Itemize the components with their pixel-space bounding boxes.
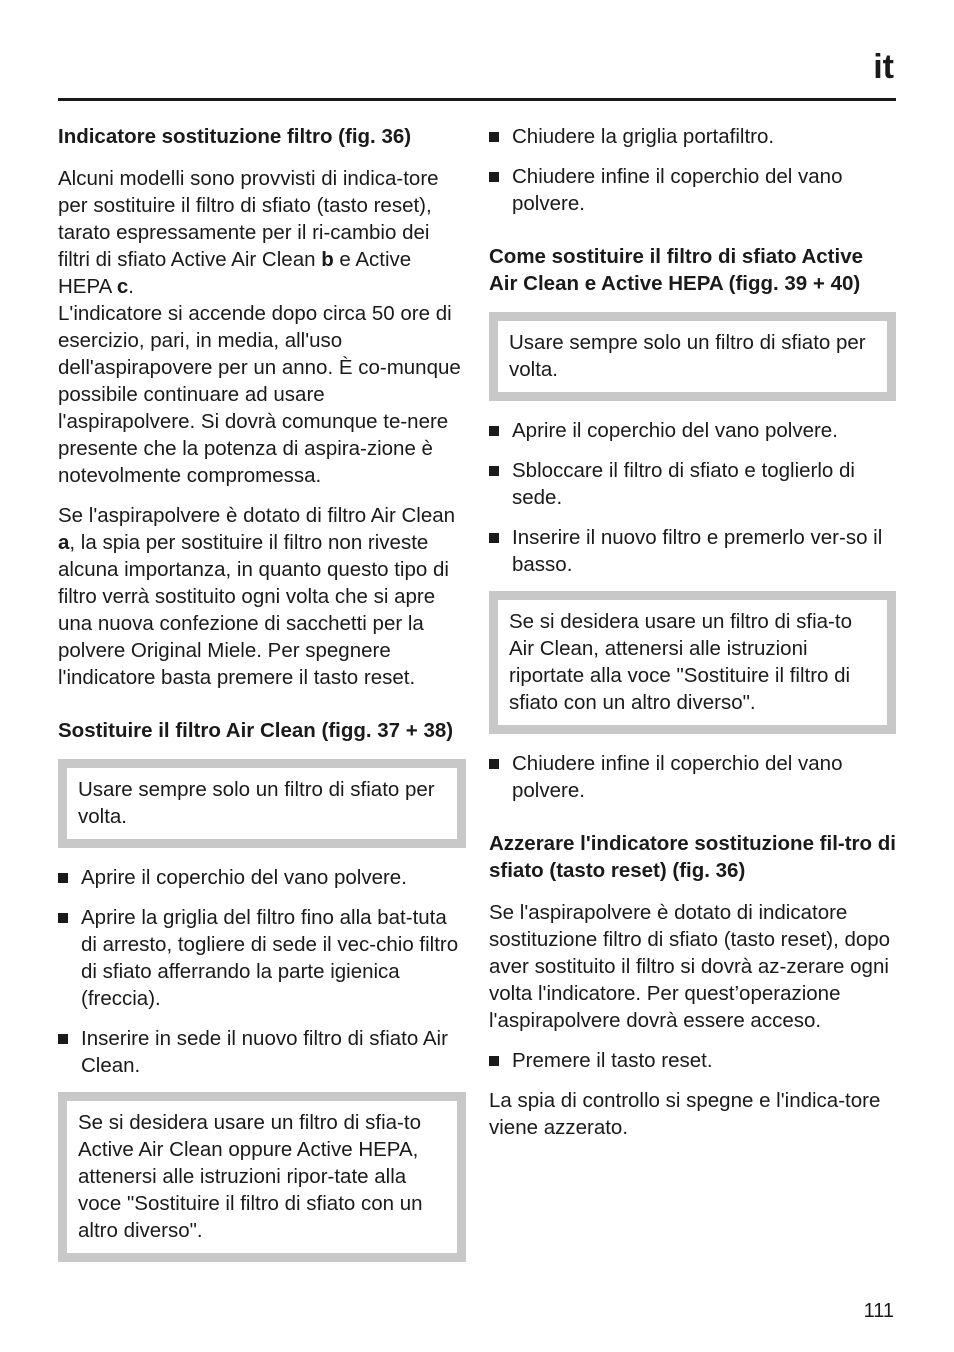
bullet-square-icon <box>489 1056 499 1066</box>
note-box: Se si desidera usare un filtro di sfia-to Active Air Clean oppure Active HEPA, attenersi alle istruzioni ripor-tate alla voce "Sostituire il filtro di sfiato con un altro diverso". <box>58 1092 466 1262</box>
heading-filter-indicator: Indicatore sostituzione filtro (fig. 36) <box>58 125 412 148</box>
list-item <box>489 163 896 217</box>
bullet-square-icon <box>489 466 499 476</box>
list-item-text: Inserire in sede il nuovo filtro di sfiato Air Clean. <box>81 1027 448 1077</box>
bullet-square-icon <box>58 913 68 923</box>
list-item-text: Aprire la griglia del filtro fino alla bat-tuta di arresto, togliere di sede il vec-chio filtro di sfiato afferrando la parte igienica (freccia). <box>81 906 459 1010</box>
note-box: Usare sempre solo un filtro di sfiato per volta. <box>489 312 896 401</box>
text-span: L'indicatore si accende dopo circa 50 ore di esercizio, pari, in media, all'uso dell'aspirapovere per un anno. È co-munque possibile continuare ad usare l'aspirapolvere. Si dovrà comunque te-nere presente che la potenza di aspira-zione è notevolmente compromessa. <box>58 302 461 487</box>
list-item <box>489 123 896 150</box>
text-span: . <box>128 275 134 298</box>
list-item-text: Inserire il nuovo filtro e premerlo ver-so il basso. <box>512 526 883 576</box>
paragraph-indicator-intro <box>58 165 466 489</box>
text-span: e Active HEPA <box>58 248 412 298</box>
list-item <box>489 524 896 578</box>
bullet-square-icon <box>489 132 499 142</box>
paragraph-reset: Se l'aspirapolvere è dotato di indicatore sostituzione filtro di sfiato (tasto reset), dopo aver sostituito il filtro si dovrà az-zerare ogni volta l'indicatore. Per quest’operazione l'aspirapolvere dovrà essere acceso. <box>489 901 891 1032</box>
note-box: Usare sempre solo un filtro di sfiato per volta. <box>58 759 466 848</box>
label-c: c <box>116 275 129 298</box>
bullet-square-icon <box>489 533 499 543</box>
bullet-square-icon <box>489 426 499 436</box>
list-item <box>58 904 466 1012</box>
bullet-list <box>489 123 896 217</box>
bullet-square-icon <box>489 172 499 182</box>
bullet-square-icon <box>58 873 68 883</box>
page-number: 111 <box>863 1300 894 1322</box>
list-item-text: Chiudere infine il coperchio del vano polvere. <box>512 752 843 802</box>
text-span: Se l'aspirapolvere è dotato di filtro Air Clean <box>58 504 456 527</box>
list-item <box>489 1047 896 1074</box>
bullet-list <box>58 864 466 1079</box>
bullet-list <box>489 750 896 804</box>
list-item-text: Aprire il coperchio del vano polvere. <box>512 419 838 442</box>
list-item <box>489 417 896 444</box>
list-item-text: Aprire il coperchio del vano polvere. <box>81 866 407 889</box>
bullet-square-icon <box>58 1034 68 1044</box>
header-rule <box>58 98 896 101</box>
label-a: a <box>58 531 70 554</box>
heading-replace-air-clean: Sostituire il filtro Air Clean (figg. 37 + 38) <box>58 719 454 742</box>
bullet-square-icon <box>489 759 499 769</box>
bullet-list <box>489 1047 896 1074</box>
note-box: Se si desidera usare un filtro di sfia-to Air Clean, attenersi alle istruzioni riportate alla voce "Sostituire il filtro di sfiato con un altro diverso". <box>489 591 896 734</box>
paragraph-air-clean <box>58 502 466 691</box>
list-item <box>58 864 466 891</box>
right-column <box>489 123 896 1154</box>
bullet-list <box>489 417 896 578</box>
list-item-text: Sbloccare il filtro di sfiato e toglierlo di sede. <box>512 459 855 509</box>
list-item <box>489 750 896 804</box>
list-item-text: Chiudere la griglia portafiltro. <box>512 125 775 148</box>
label-b: b <box>321 248 334 271</box>
text-span: Alcuni modelli sono provvisti di indica-tore per sostituire il filtro di sfiato (tasto reset), tarato espressamente per il ri-cambio dei filtri di sfiato Active Air Clean <box>58 167 439 271</box>
list-item-text: Premere il tasto reset. <box>512 1049 713 1072</box>
heading-reset-indicator: Azzerare l'indicatore sostituzione fil-tro di sfiato (tasto reset) (fig. 36) <box>489 832 896 882</box>
left-column <box>58 123 466 1278</box>
language-code: it <box>873 48 894 86</box>
list-item-text: Chiudere infine il coperchio del vano polvere. <box>512 165 843 215</box>
paragraph-reset-result: La spia di controllo si spegne e l'indica-tore viene azzerato. <box>489 1089 881 1139</box>
text-span: , la spia per sostituire il filtro non riveste alcuna importanza, in quanto questo tipo di filtro verrà sostituito ogni volta che si apre una nuova confezione di sacchetti per la polvere Original Miele. Per spegnere l'indicatore basta premere il tasto reset. <box>58 531 449 689</box>
list-item <box>58 1025 466 1079</box>
list-item <box>489 457 896 511</box>
heading-replace-active-filters: Come sostituire il filtro di sfiato Active Air Clean e Active HEPA (figg. 39 + 40) <box>489 245 863 295</box>
